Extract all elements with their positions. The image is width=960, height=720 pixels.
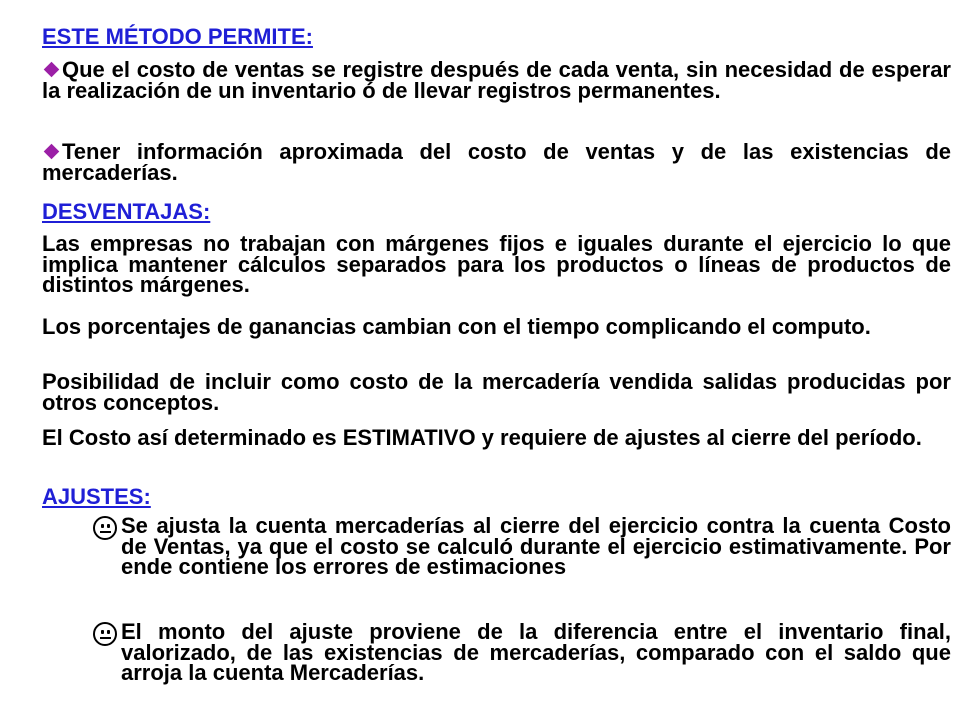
adjustments-heading: AJUSTES: — [42, 484, 151, 509]
adjustment-text: Se ajusta la cuenta mercaderías al cierre del ejercicio contra la cuenta Costo de Ventas, ya que el costo se calculó durante el ejercicio estimativamente. Por ende contiene los errores de estimaciones — [121, 513, 951, 579]
disadvantage-item: El Costo así determinado es ESTIMATIVO y requiere de ajustes al cierre del período. — [42, 425, 922, 450]
neutral-face-icon — [93, 622, 117, 646]
disadvantage-item: Posibilidad de incluir como costo de la mercadería vendida salidas producidas por otros conceptos. — [42, 369, 951, 415]
method-bullet — [42, 139, 951, 185]
disadvantage-item: Las empresas no trabajan con márgenes fijos e iguales durante el ejercicio lo que implica mantener cálculos separados para los productos o líneas de productos de distintos márgenes. — [42, 231, 951, 297]
neutral-face-icon — [93, 516, 117, 540]
method-bullet-text: Que el costo de ventas se registre después de cada venta, sin necesidad de esperar la realización de un inventario ó de llevar registros permanentes. — [42, 57, 951, 103]
method-bullet — [42, 57, 951, 103]
disadvantage-item: Los porcentajes de ganancias cambian con el tiempo complicando el computo. — [42, 314, 871, 339]
diamond-bullet-icon — [44, 144, 60, 160]
method-heading: ESTE MÉTODO PERMITE: — [42, 24, 313, 49]
disadvantages-heading: DESVENTAJAS: — [42, 199, 211, 224]
diamond-bullet-icon — [44, 62, 60, 78]
method-bullet-text: Tener información aproximada del costo de ventas y de las existencias de mercaderías. — [42, 139, 951, 185]
adjustment-text: El monto del ajuste proviene de la diferencia entre el inventario final, valorizado, de las existencias de mercaderías, comparado con el saldo que arroja la cuenta Mercaderías. — [121, 619, 951, 685]
